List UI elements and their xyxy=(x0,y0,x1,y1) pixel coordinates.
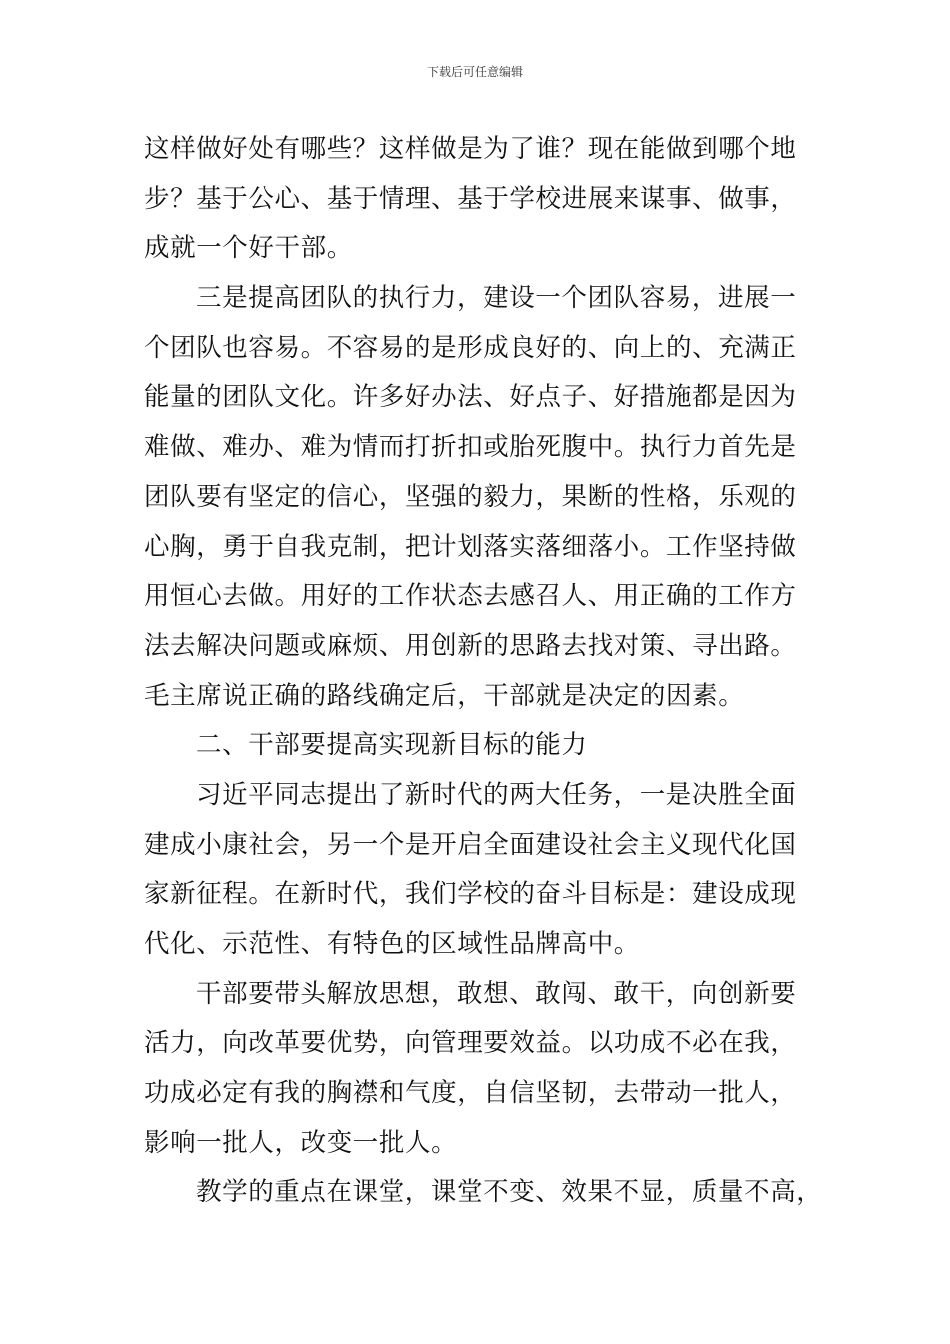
text-line: 法去解决问题或麻烦、用创新的思路去找对策、寻出路。 xyxy=(144,630,797,661)
text-line: 用恒心去做。用好的工作状态去感召人、用正确的工作方 xyxy=(144,581,797,612)
text-line: 难做、难办、难为情而打折扣或胎死腹中。执行力首先是 xyxy=(144,432,797,463)
text-line: 干部要带头解放思想，敢想、敢闯、敢干，向创新要 xyxy=(196,978,797,1009)
text-line: 心胸，勇于自我克制，把计划落实落细落小。工作坚持做 xyxy=(144,531,797,562)
text-line: 习近平同志提出了新时代的两大任务，一是决胜全面 xyxy=(196,779,797,810)
text-line: 家新征程。在新时代，我们学校的奋斗目标是：建设成现 xyxy=(144,879,797,910)
text-line: 教学的重点在课堂，课堂不变、效果不显，质量不高， xyxy=(196,1177,823,1208)
text-line: 这样做好处有哪些？这样做是为了谁？现在能做到哪个地 xyxy=(144,134,797,164)
text-line: 建成小康社会，另一个是开启全面建设社会主义现代化国 xyxy=(144,829,797,860)
page-header-note: 下载后可任意编辑 xyxy=(426,65,523,79)
document-body xyxy=(144,125,824,1218)
text-line: 活力，向改革要优势，向管理要效益。以功成不必在我， xyxy=(144,1028,797,1059)
text-line: 步？基于公心、基于情理、基于学校进展来谋事、做事， xyxy=(144,183,797,214)
text-line: 毛主席说正确的路线确定后，干部就是决定的因素。 xyxy=(144,680,745,711)
text-line: 代化、示范性、有特色的区域性品牌高中。 xyxy=(144,929,640,959)
text-line: 个团队也容易。不容易的是形成良好的、向上的、充满正 xyxy=(144,332,797,363)
text-line: 成就一个好干部。 xyxy=(144,233,353,264)
text-line: 二、干部要提高实现新目标的能力 xyxy=(196,730,588,761)
text-line: 三是提高团队的执行力，建设一个团队容易，进展一 xyxy=(196,283,797,314)
text-line: 功成必定有我的胸襟和气度，自信坚韧，去带动一批人， xyxy=(144,1078,797,1109)
text-line: 能量的团队文化。许多好办法、好点子、好措施都是因为 xyxy=(144,382,797,413)
text-line: 团队要有坚定的信心，坚强的毅力，果断的性格，乐观的 xyxy=(144,481,797,512)
text-line: 影响一批人，改变一批人。 xyxy=(144,1127,458,1158)
